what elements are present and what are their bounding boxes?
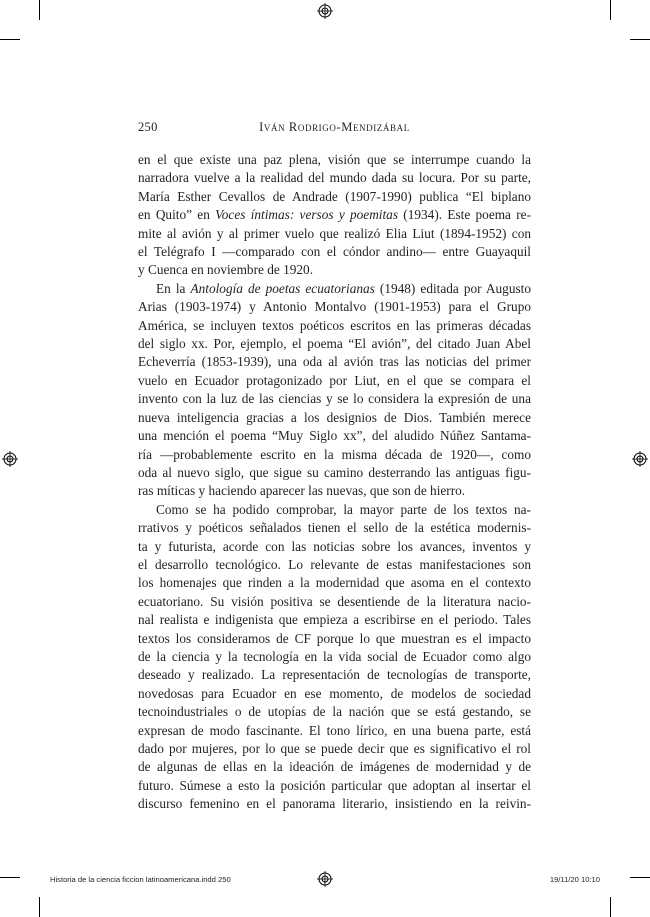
italic-title: Antología de poetas ecuatorianas [190, 280, 375, 296]
slug-timestamp: 19/11/20 10:10 [549, 875, 600, 884]
text-line: ta y futurista, acorde con las noticias sobre los avances, inventos y [138, 538, 531, 554]
author-name: Iván Rodrigo-Mendizábal [259, 120, 410, 134]
text-line: invento con la luz de las ciencias y se lo considera la expresión de una [138, 391, 531, 407]
crop-mark [39, 0, 40, 20]
text-line: ras míticas y haciendo aparecer las nuevas, que son de hierro. [138, 483, 466, 499]
text-line: ría —probablemente escrito en la misma década de 1920—, como [138, 446, 531, 462]
text-line: textos los consideramos de CF porque lo que muestran es el impacto [138, 630, 531, 646]
text-span: En la [156, 280, 191, 296]
text-line: del siglo xx. Por, ejemplo, el poema “El avión”, del citado Juan Abel [138, 336, 531, 352]
text-line: expresan de modo fascinante. El tono lírico, en una buena parte, está [138, 722, 531, 738]
text-line: de la ciencia y la tecnología en la vida social de Ecuador como algo [138, 648, 531, 664]
text-line: de algunas de ellas en la ideación de imágenes de modernidad y de [138, 759, 531, 775]
page-number: 250 [138, 120, 158, 134]
text-line [138, 280, 531, 298]
text-line: oda al nuevo siglo, que sigue su camino desterrando las antiguas figu- [138, 464, 531, 480]
crop-mark [0, 877, 20, 878]
text-line: ecuatoriano. Su visión positiva se desentiende de la literatura nacio- [138, 593, 531, 609]
text-line: narradora vuelve a la realidad del mundo dada su locura. Por su parte, [138, 170, 531, 186]
text-line: mite al avión y al primer vuelo que realizó Elia Liut (1894-1952) con [138, 225, 531, 241]
body-text [138, 151, 531, 814]
text-line: el Telégrafo I —comparado con el cóndor andino— entre Guayaquil [138, 244, 531, 260]
text-line: Echeverría (1853-1939), una oda al avión tras las noticias del primer [138, 354, 531, 370]
text-line: América, se incluyen textos poéticos escritos en las primeras décadas [138, 317, 531, 333]
text-line: el desarrollo tecnológico. Lo relevante de estas manifestaciones son [138, 556, 531, 572]
text-span: (1948) editada por Augusto [374, 280, 531, 296]
text-line: los homenajes que rinden a la modernidad que asoma en el contexto [138, 575, 531, 591]
text-line: rrativos y poéticos señalados tienen el sello de la estética modernis- [138, 520, 531, 536]
crop-mark [0, 39, 20, 40]
text-line: en el que existe una paz plena, visión que se interrumpe cuando la [138, 152, 531, 167]
text-span: en Quito” en [138, 207, 216, 223]
slug-filename: Historia de la ciencia ficcion latinoamericana.indd 250 [50, 875, 231, 884]
crop-mark [630, 39, 650, 40]
text-line: una mención el poema “Muy Siglo xx”, del aludido Núñez Santama- [138, 428, 531, 444]
crop-mark [610, 0, 611, 20]
text-line [138, 206, 531, 224]
text-line: deseado y realizado. La representación de tecnologías de transporte, [138, 667, 531, 683]
text-line: tecnoindustriales o de utopías de la nación que se está gestando, se [138, 704, 531, 720]
crop-mark [630, 877, 650, 878]
text-line: María Esther Cevallos de Andrade (1907-1990) publica “El biplano [138, 188, 531, 204]
crop-mark [39, 897, 40, 917]
text-line: nueva inteligencia gracias a los designios de Dios. También merece [138, 409, 531, 425]
text-line: y Cuenca en noviembre de 1920. [138, 262, 314, 278]
text-line: dado por mujeres, por lo que se puede decir que es significativo el rol [138, 741, 531, 756]
crop-mark [610, 897, 611, 917]
text-line: Arias (1903-1974) y Antonio Montalvo (1901-1953) para el Grupo [138, 299, 531, 315]
registration-mark-icon [2, 451, 18, 467]
registration-mark-icon [632, 451, 648, 467]
text-line: novedosas para Ecuador en ese momento, de modelos de sociedad [138, 685, 531, 701]
registration-mark-icon [317, 3, 333, 19]
print-slug [44, 873, 606, 887]
text-span: (1934). Este poema re- [398, 207, 531, 223]
italic-title: Voces íntimas: versos y poemitas [215, 207, 399, 223]
text-line: discurso femenino en el panorama literario, insistiendo en la reivin- [138, 796, 531, 812]
text-line: futuro. Súmese a esto la posición particular que adoptan al insertar el [138, 777, 531, 793]
text-line: nal realista e indigenista que empieza a escribirse en el periodo. Tales [138, 612, 531, 628]
running-head [138, 120, 531, 136]
text-line: vuelo en Ecuador protagonizado por Liut, en el que se compara el [138, 372, 531, 388]
text-line: Como se ha podido comprobar, la mayor parte de los textos na- [156, 501, 531, 517]
